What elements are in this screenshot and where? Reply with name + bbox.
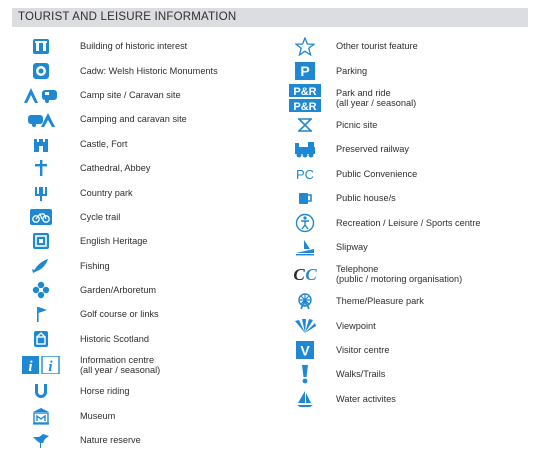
picnic-icon [282,114,328,136]
legend-label: Park and ride (all year / seasonal) [336,87,417,108]
legend-label: Horse riding [80,386,130,397]
legend-label: Castle, Fort [80,138,128,149]
legend-label: Country park [80,187,133,198]
toilet-glyph: PC [295,166,315,182]
parking-icon [282,60,328,82]
legend-item [18,229,268,253]
legend-label: Camp site / Caravan site [80,89,181,100]
legend-label: Other tourist feature [336,41,418,52]
legend-item [282,314,544,338]
legend-label: English Heritage [80,236,148,247]
svg-text:i: i [48,359,53,375]
legend-column-right [282,34,544,411]
legend-label: Building of historic interest [80,41,188,52]
legend-label: Fishing [80,260,110,271]
cadw-icon [18,60,64,82]
legend-item [18,327,268,351]
legend-label: Parking [336,65,368,76]
horse-riding-icon [18,380,64,402]
legend-label: Camping and caravan site [80,114,187,125]
leisure-icon [282,212,328,234]
camp-caravan-icon [18,84,64,106]
legend-item [18,156,268,180]
legend-label: Picnic site [336,119,378,130]
legend-item [282,58,544,82]
legend-label: Information centre (all year / seasonal) [80,355,161,376]
castle-icon [18,133,64,155]
legend-label: Visitor centre [336,345,390,356]
legend-item [18,58,268,82]
legend-item [18,428,268,452]
cycle-trail-icon [18,206,64,228]
golf-icon [18,303,64,325]
legend-label: Viewpoint [336,320,376,331]
water-activities-icon [282,388,328,410]
historic-scotland-icon [18,328,64,350]
theme-park-icon [282,290,328,312]
legend-item [18,34,268,58]
english-heritage-icon [18,230,64,252]
legend-label: Recreation / Leisure / Sports centre [336,217,481,228]
legend-label: Slipway [336,241,368,252]
legend-column-left [18,34,268,452]
legend-label: Cycle trail [80,211,121,222]
svg-text:C: C [305,265,317,284]
star-icon [282,35,328,57]
telephone-icon [282,263,328,285]
legend-item [18,379,268,403]
country-park-icon [18,182,64,204]
legend-item [282,186,544,210]
parking-glyph: P [300,62,310,79]
viewpoint-icon [282,315,328,337]
svg-text:i: i [28,359,33,375]
legend-item [18,403,268,427]
park-and-ride-glyph-1: P&R [293,85,317,98]
legend-item [18,132,268,156]
visitor-centre-glyph: V [300,342,310,359]
legend-item [282,289,544,313]
legend-header: TOURIST AND LEISURE INFORMATION [12,8,528,27]
legend-label: Nature reserve [80,435,141,446]
park-and-ride-icon [282,85,328,112]
legend-label: Cathedral, Abbey [80,163,151,174]
legend-label: Cadw: Welsh Historic Monuments [80,65,218,76]
legend-item [282,338,544,362]
historic-building-icon [18,35,64,57]
legend-item [18,278,268,302]
legend-item [282,387,544,411]
legend-label: Public Convenience [336,168,418,179]
legend-item [282,210,544,234]
legend-item [282,83,544,113]
legend-label: Museum [80,410,116,421]
park-and-ride-glyph-2: P&R [293,100,317,112]
legend-label: Golf course or links [80,309,159,320]
legend-item [18,205,268,229]
legend-item [18,302,268,326]
information-icon [18,354,64,376]
legend-item [18,107,268,131]
legend-item [282,235,544,259]
camping-caravan-icon [18,108,64,130]
walks-icon [282,363,328,385]
legend-label: Telephone (public / motoring organisation) [336,264,463,285]
legend-item [282,259,544,289]
legend-label: Garden/Arboretum [80,285,157,296]
legend-item [18,254,268,278]
legend-label: Walks/Trails [336,369,386,380]
legend-item [18,83,268,107]
legend-label: Historic Scotland [80,333,149,344]
legend-label: Public house/s [336,193,396,204]
legend-item [282,362,544,386]
legend-item [282,34,544,58]
pub-icon [282,187,328,209]
legend-item [282,113,544,137]
nature-reserve-icon [18,429,64,451]
legend-item [282,162,544,186]
museum-icon [18,405,64,427]
fishing-icon [18,255,64,277]
railway-icon [282,138,328,160]
garden-icon [18,279,64,301]
legend-item [282,137,544,161]
slipway-icon [282,236,328,258]
svg-text:C: C [293,265,305,284]
visitor-centre-icon [282,339,328,361]
cathedral-icon [18,157,64,179]
toilet-icon [282,163,328,185]
legend-item [18,351,268,379]
legend-label: Water activites [336,393,396,404]
legend-label: Theme/Pleasure park [336,296,424,307]
legend-label: Preserved railway [336,144,410,155]
legend-item [18,180,268,204]
